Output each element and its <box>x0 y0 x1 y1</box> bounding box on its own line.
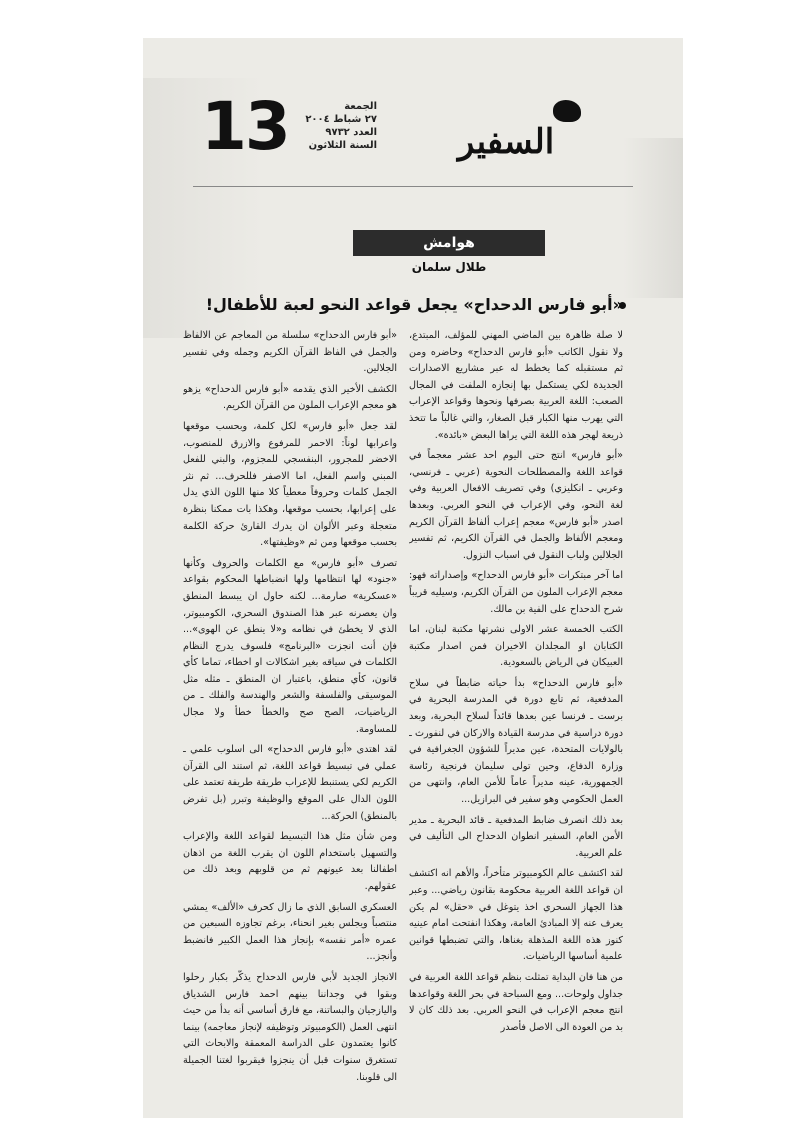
paragraph: اما آخر مبتكرات «أبو فارس الدحداح» وإصداراته فهو: معجم الإعراب الملون من القرآن الكريم، وسيليه قريباً شرح الدحداح على الفية بن مالك. <box>409 570 623 615</box>
article-column-left <box>183 328 397 1108</box>
masthead-divider <box>193 186 633 187</box>
paragraph: لقد جعل «أبو فارس» لكل كلمة، وبحسب موقعها واعرابها لوناً: الاحمر للمرفوع والازرق للمنصوب، الاخضر للمجرور، البنفسجي للمجزوم، والبني للفعل المبني واسم الفعل، اما الاصفر فللحرف... ثم نثر الجمل كلمات وحروفاً معطياً كلا منها اللون الذي يدل على إعرابها، بحسب موقعها، وهكذا بات ممكنا بنظرة متعجلة وعبر الألوان ان يدرك القارئ حركة الكلمة بحسب موقعها ومن ثم «وظيفتها». <box>183 420 397 549</box>
paragraph: تصرف «أبو فارس» مع الكلمات والحروف وكأنها «جنود» لها انتظامها ولها انضباطها المحكوم بقواعد «عسكرية» صارمة... لكنه حاول ان يبسط المنطق وان يعصرنه عبر هذا الصندوق السحري، الكومبيوتر، الذي لا يخطئ في نظامه و«لا ينطق عن الهوى»... فإن أنت انجزت «البرنامج» فلسوف يدرج النظام الكلمات في سياقه بغير اشكالات او اخطاء، تماما كأي قانون، كأي منطق، باعتبار ان المنطق ـ مثله مثل الموسيقى والفلسفة والشعر والهندسة والفلك ـ من الرياضيات، الصح صح والخطأ خطأ ولا مجال للمساومة. <box>183 557 397 735</box>
author-name: طلال سلمان <box>411 260 487 274</box>
paragraph: «أبو فارس الدحداح» سلسلة من المعاجم عن الالفاظ والجمل في الفاظ القرآن الكريم وجمله وفي تفسير الجلالين. <box>183 330 397 375</box>
masthead <box>201 88 601 184</box>
paragraph: «أبو فارس الدحداح» بدأ حياته ضابطاً في سلاح المدفعية، ثم تابع دورة في المدرسة البحرية في برست ـ فرنسا عين بعدها قائداً لسلاح البحرية، وبعد دورة دراسية في مدرسة القيادة والاركان في لنفورث ـ بالولايات المتحدة، عين مديراً للشؤون الجغرافية في وزارة الدفاع، وحين تولى سليمان فرنجية رئاسة الجمهورية، عينه مديراً عاماً للأمن العام، وانتهى من العمل الحكومي وهو سفير في البرازيل... <box>409 677 623 806</box>
issue-year: السنة الثلاثون <box>308 140 377 151</box>
paragraph: لقد اهتدى «أبو فارس الدحداح» الى اسلوب علمي ـ عملي في تبسيط قواعد اللغة، ثم استند الى القرآن الكريم لكي يستنبط للإعراب طريقة طريفة تعتمد على اللون الدال على الموقع والوظيفة وتبرر (بل تفرض بالمنطق) الحركة... <box>183 744 397 822</box>
issue-date: ٢٧ شباط ٢٠٠٤ <box>305 114 377 125</box>
article-body <box>183 328 623 1108</box>
issue-number: العدد ٩٧٣٢ <box>325 127 377 138</box>
newspaper-clipping <box>143 38 683 1118</box>
issue-day: الجمعة <box>344 101 377 112</box>
paragraph: بعد ذلك انصرف ضابط المدفعية ـ قائد البحرية ـ مدير الأمن العام، السفير انطوان الدحداح الى التأليف في علم العربية. <box>409 814 623 859</box>
article-column-right <box>409 328 623 1108</box>
paragraph: العسكري السابق الذي ما زال كحرف «الألف» يمشي منتصباً ويجلس بغير انحناء، برغم تجاوزه السبعين من عمره «أمر نفسه» بإنجاز هذا العمل الكبير فانضبط وأنجز... <box>183 901 397 963</box>
paragraph: ومن شأن مثل هذا التبسيط لقواعد اللغة والإعراب والتسهيل باستخدام اللون ان يقرب اللغة من اذهان اطفالنا بعد عيونهم ثم من قلوبهم وبعد ذلك من عقولهم. <box>183 831 397 892</box>
paragraph: لا صلة ظاهرة بين الماضي المهني للمؤلف، المبتدع، ولا نقول الكاتب «أبو فارس الدحداح» وحاضره ومن ثم مستقبله كما يخطط له عبر مشاريع الاصدارات الجديدة لكي يستكمل بها إنجازه الملفت في المجال الصعب: اللغة العربية بصرفها ونحوها وقواعد الإعراب التي يهرب منها الكبار قبل الصغار، والتي غالباً ما تتخذ ذريعة لهجر هذه اللغة التي يراها البعض «بائدة». <box>409 330 623 441</box>
paragraph: من هنا فان البداية تمثلت بنظم قواعد اللغة العربية في جداول ولوحات... ومع السباحة في بحر اللغة وقواعدها انتج معجم الإعراب في النحو العربي. بعد ذلك كان لا بد من العودة الى الاصل فأصدر <box>409 971 623 1033</box>
logo-text: السفير <box>457 122 555 162</box>
bird-logo-icon <box>553 100 581 122</box>
issue-info <box>297 100 377 152</box>
page-number: 13 <box>201 88 289 165</box>
article-headline: «أبو فارس الدحداح» يجعل قواعد النحو لعبة للأطفال! <box>205 295 623 314</box>
section-banner: هوامش <box>353 230 545 256</box>
paragraph: الانجاز الجديد لأبي فارس الدحداح يذكّر بكبار رحلوا وبقوا في وجداننا بينهم احمد فارس الشدياق واليازجيان والبساتنة، مع فارق أساسي أنه بدأ من حيث انتهى العمل (الكومبيوتر وتوظيفه لإنجاز معاجمه) بينما كانوا يعتمدون على الدراسة المعمقة والابحاث التي تستغرق سنوات قبل أن ينجزوا فيقربوا لغتنا الجميلة الى قلوبنا. <box>183 971 397 1083</box>
paragraph: «أبو فارس» انتج حتى اليوم احد عشر معجماً في قواعد اللغة والمصطلحات النحوية (عربي ـ فرنسي، وعربي ـ انكليزي) وفي تصريف الافعال العربية وفي لغة النحو، وفي الإعراب في النحو العربي. وبعدها اصدر «أبو فارس» معجم إعراب ألفاظ القرآن الكريم ومعجم الألفاظ والجمل في القرآن الكريم، ثم تفسير الجلالين ولباب النقول في اسباب النزول. <box>409 450 623 561</box>
newspaper-logo <box>421 94 601 174</box>
scan-shadow-right <box>623 138 683 298</box>
paragraph: الكشف الأخير الذي يقدمه «أبو فارس الدحداح» يزهو هو معجم الإعراب الملون من القرآن الكريم. <box>183 383 397 412</box>
paragraph: الكتب الخمسة عشر الاولى نشرتها مكتبة لبنان، اما الكتابان او المجلدان الاخيران فمن اصدار مكتبة العبيكان في الرياض بالسعودية. <box>409 624 623 669</box>
paragraph: لقد اكتشف عالم الكومبيوتر متأخراً، والأهم انه اكتشف ان قواعد اللغة العربية محكومة بقانون رياضي... وعبر هذا الجهاز السحري اخذ يتوغل في «حقل» لم يكن يعرف عنه إلا المبادئ العامة، وهكذا انفتحت امام عينيه كنوز هذه اللغة المذهلة بغناها، والتي تضبطها قوانين علمية أساسها الرياضيات. <box>409 868 623 963</box>
